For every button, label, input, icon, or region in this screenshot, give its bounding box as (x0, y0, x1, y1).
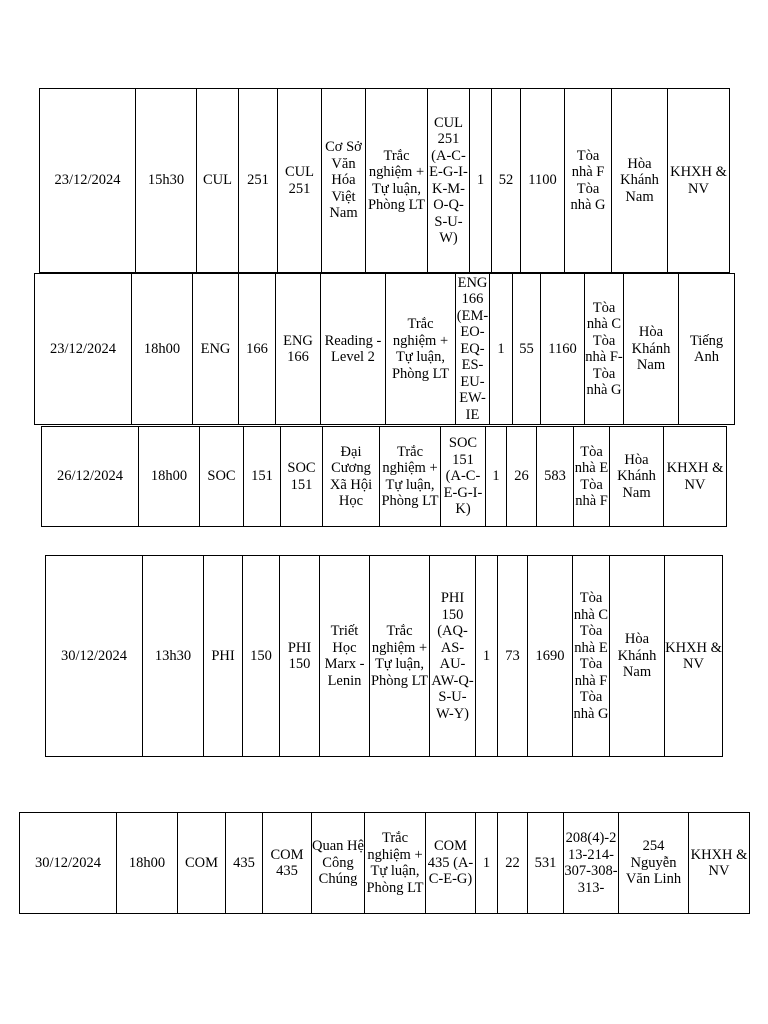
student-count: 1690 (528, 556, 573, 757)
course-prefix: ENG (193, 274, 239, 425)
faculty-name: KHXH & NV (664, 427, 727, 527)
exam-row-table (45, 555, 723, 757)
session-number: 1 (486, 427, 507, 527)
table-row (42, 427, 727, 527)
class-groups: COM 435 (A-C-E-G) (426, 813, 476, 914)
table-row (46, 556, 723, 757)
campus-name: Hòa Khánh Nam (624, 274, 679, 425)
room-list: 208(4)-213-214-307-308-313- (564, 813, 619, 914)
exam-format: Trắc nghiệm + Tự luận, Phòng LT (370, 556, 430, 757)
course-prefix: SOC (200, 427, 244, 527)
exam-format: Trắc nghiệm + Tự luận, Phòng LT (386, 274, 456, 425)
building-list: Tòa nhà C Tòa nhà E Tòa nhà F Tòa nhà G (573, 556, 610, 757)
room-count: 73 (498, 556, 528, 757)
session-number: 1 (470, 89, 492, 273)
session-number: 1 (490, 274, 513, 425)
exam-row-table (41, 426, 727, 527)
exam-format: Trắc nghiệm + Tự luận, Phòng LT (380, 427, 441, 527)
course-code: SOC 151 (281, 427, 323, 527)
course-name: Reading - Level 2 (321, 274, 386, 425)
room-count: 55 (513, 274, 541, 425)
course-code: CUL 251 (278, 89, 322, 273)
course-code: ENG 166 (276, 274, 321, 425)
course-number: 251 (239, 89, 278, 273)
exam-time: 18h00 (132, 274, 193, 425)
course-code: PHI 150 (280, 556, 320, 757)
session-number: 1 (476, 556, 498, 757)
building-list: Tòa nhà E Tòa nhà F (574, 427, 610, 527)
faculty-name: KHXH & NV (665, 556, 723, 757)
course-name: Quan Hệ Công Chúng (312, 813, 365, 914)
student-count: 531 (528, 813, 564, 914)
exam-date: 23/12/2024 (35, 274, 132, 425)
table-row (40, 89, 730, 273)
exam-row-table (19, 812, 750, 914)
exam-date: 26/12/2024 (42, 427, 139, 527)
room-count: 26 (507, 427, 537, 527)
room-count: 22 (498, 813, 528, 914)
exam-row-table (34, 273, 735, 425)
faculty-name: Tiếng Anh (679, 274, 735, 425)
table-row (20, 813, 750, 914)
session-number: 1 (476, 813, 498, 914)
course-prefix: CUL (197, 89, 239, 273)
table-row (35, 274, 735, 425)
class-groups: ENG 166 (EM-EO-EQ-ES-EU-EW-IE (456, 274, 489, 423)
course-name: Đại Cương Xã Hội Học (323, 427, 380, 527)
exam-time: 15h30 (136, 89, 197, 273)
campus-name: Hòa Khánh Nam (610, 427, 664, 527)
course-number: 150 (243, 556, 280, 757)
faculty-name: KHXH & NV (668, 89, 730, 273)
course-number: 151 (244, 427, 281, 527)
exam-row-table (39, 88, 730, 273)
class-groups: PHI 150 (AQ-AS-AU-AW-Q-S-U-W-Y) (430, 556, 476, 757)
building-list: Tòa nhà F Tòa nhà G (565, 89, 612, 273)
course-prefix: COM (178, 813, 226, 914)
student-count: 1160 (541, 274, 585, 425)
course-name: Cơ Sở Văn Hóa Việt Nam (322, 89, 366, 273)
student-count: 583 (537, 427, 574, 527)
student-count: 1100 (521, 89, 565, 273)
exam-date: 30/12/2024 (20, 813, 117, 914)
exam-format: Trắc nghiệm + Tự luận, Phòng LT (366, 89, 428, 273)
exam-format: Trắc nghiệm + Tự luận, Phòng LT (365, 813, 426, 914)
campus-name: Hòa Khánh Nam (612, 89, 668, 273)
building-list: Tòa nhà C Tòa nhà F-Tòa nhà G (585, 274, 624, 425)
exam-time: 18h00 (139, 427, 200, 527)
campus-name: Hòa Khánh Nam (610, 556, 665, 757)
room-count: 52 (492, 89, 521, 273)
faculty-name: KHXH & NV (689, 813, 750, 914)
class-groups: SOC 151 (A-C-E-G-I-K) (441, 427, 486, 527)
campus-name: 254 Nguyễn Văn Linh (619, 813, 689, 914)
exam-date: 23/12/2024 (40, 89, 136, 273)
exam-time: 13h30 (143, 556, 204, 757)
course-prefix: PHI (204, 556, 243, 757)
exam-time: 18h00 (117, 813, 178, 914)
class-groups: CUL 251 (A-C-E-G-I-K-M-O-Q-S-U-W) (428, 89, 470, 273)
exam-date: 30/12/2024 (46, 556, 143, 757)
course-name: Triết Học Marx - Lenin (320, 556, 370, 757)
course-number: 166 (239, 274, 276, 425)
course-number: 435 (226, 813, 263, 914)
course-code: COM 435 (263, 813, 312, 914)
